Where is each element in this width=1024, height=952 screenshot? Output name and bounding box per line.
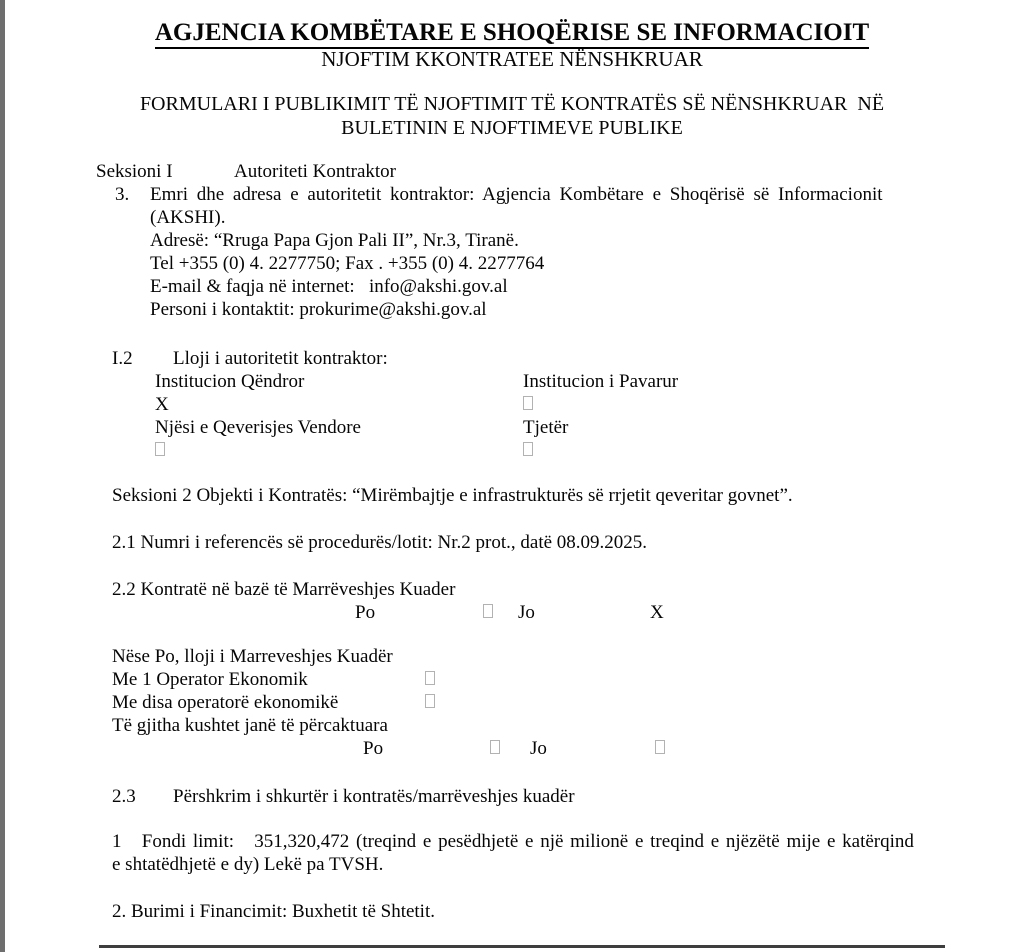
framework-jo-x-mark: X: [650, 602, 664, 623]
document-title-text: AGJENCIA KOMBËTARE E SHOQËRISE SE INFORMACIOIT: [155, 19, 869, 49]
option-njesi-vendore-label: Njësi e Qeverisjes Vendore: [155, 417, 361, 438]
section2-framework-label: 2.2 Kontratë në bazë të Marrëveshjes Kuader: [112, 579, 456, 600]
framework-po-label: Po: [355, 602, 376, 623]
section-divider-rule: [99, 945, 945, 948]
section23-header: [112, 785, 1024, 808]
option-several-operators-row: [112, 691, 1024, 714]
option-all-conditions-label: Të gjitha kushtet janë të përcaktuara: [112, 715, 388, 736]
authority-phone-fax: Tel +355 (0) 4. 2277750; Fax . +355 (0) 4. 2277764: [150, 253, 545, 274]
option-one-operator-label: Me 1 Operator Ekonomik: [112, 669, 308, 690]
document-subtitle: NJOFTIM KKONTRATEE NËNSHKRUAR: [321, 47, 703, 71]
fund-limit-line2: e shtatëdhjetë e dy) Lekë pa TVSH.: [112, 854, 384, 875]
section1-label: Seksioni I: [96, 161, 173, 182]
section12-header: [112, 347, 1024, 370]
authority-name-line2: (AKSHI).: [150, 207, 226, 228]
section12: [112, 347, 1024, 462]
item3-number: 3.: [115, 184, 130, 205]
section23-number: 2.3: [112, 786, 136, 807]
section1-title: Autoriteti Kontraktor: [234, 161, 396, 182]
section2-heading: Seksioni 2 Objekti i Kontratës: “Mirëmbajtje e infrastrukturës së rrjetit qeveritar govnet”.: [112, 485, 793, 506]
authority-type-marks-row1: [112, 393, 1024, 416]
authority-type-labels-row2: [112, 416, 1024, 439]
framework-jo-label: Jo: [518, 602, 535, 623]
framework-type-block: [112, 645, 1024, 760]
njesi-vendore-checkbox-icon: [155, 442, 165, 456]
authority-address: Adresë: “Rruga Papa Gjon Pali II”, Nr.3, Tiranë.: [150, 230, 519, 251]
form-heading-line1: FORMULARI I PUBLIKIMIT TË NJOFTIMIT TË KONTRATËS SË NËNSHKRUAR NË: [139, 93, 885, 115]
item3-body: [150, 183, 913, 321]
one-operator-checkbox-icon: [425, 671, 435, 685]
conditions-jo-label: Jo: [530, 738, 547, 759]
option-several-operators-label: Me disa operatorë ekonomikë: [112, 692, 339, 713]
institucion-pavarur-checkbox-icon: [523, 396, 533, 410]
authority-contact: Personi i kontaktit: prokurime@akshi.gov.al: [150, 299, 487, 320]
option-institucion-pavarur-label: Institucion i Pavarur: [523, 371, 679, 392]
authority-type-marks-row2: [112, 439, 1024, 462]
conditions-po-label: Po: [363, 738, 384, 759]
section2-reference: 2.1 Numri i referencës së procedurës/lotit: Nr.2 prot., datë 08.09.2025.: [112, 532, 648, 553]
conditions-po-checkbox-icon: [490, 740, 500, 754]
form-heading-line2: BULETININ E NJOFTIMEVE PUBLIKE: [341, 117, 683, 139]
if-yes-label: Nëse Po, lloji i Marreveshjes Kuadër: [112, 646, 393, 667]
authority-email: E-mail & faqja në internet: info@akshi.gov.al: [150, 276, 508, 297]
institucion-qendror-x-mark: X: [155, 394, 169, 415]
document-title: [0, 19, 1024, 47]
form-heading: [0, 92, 1024, 140]
authority-name-line1: Emri dhe adresa e autoritetit kontraktor: Agjencia Kombëtare e Shoqërisë së Informacionit: [150, 184, 883, 205]
tjeter-checkbox-icon: [523, 442, 533, 456]
funding-source: 2. Burimi i Financimit: Buxhetit të Shtetit.: [112, 901, 435, 922]
framework-po-checkbox-icon: [483, 604, 493, 618]
section12-label: I.2: [112, 348, 133, 369]
section1-item3: [95, 183, 1024, 321]
option-tjeter-label: Tjetër: [523, 417, 569, 438]
conditions-jo-checkbox-icon: [655, 740, 665, 754]
framework-po-jo-row: [112, 601, 1024, 624]
section1-header: [96, 160, 1024, 183]
section23-title: Përshkrim i shkurtër i kontratës/marrëveshjes kuadër: [173, 786, 575, 807]
option-one-operator-row: [112, 668, 1024, 691]
option-institucion-qendror-label: Institucion Qëndror: [155, 371, 305, 392]
conditions-po-jo-row: [112, 737, 1024, 760]
fund-limit-paragraph: [112, 830, 924, 876]
section12-title: Lloji i autoritetit kontraktor:: [173, 348, 388, 369]
several-operators-checkbox-icon: [425, 694, 435, 708]
authority-type-labels-row1: [112, 370, 1024, 393]
fund-limit-line1: 1 Fondi limit: 351,320,472 (treqind e pesëdhjetë e një milionë e treqind e njëzëtë mije e katërqind: [112, 831, 914, 852]
